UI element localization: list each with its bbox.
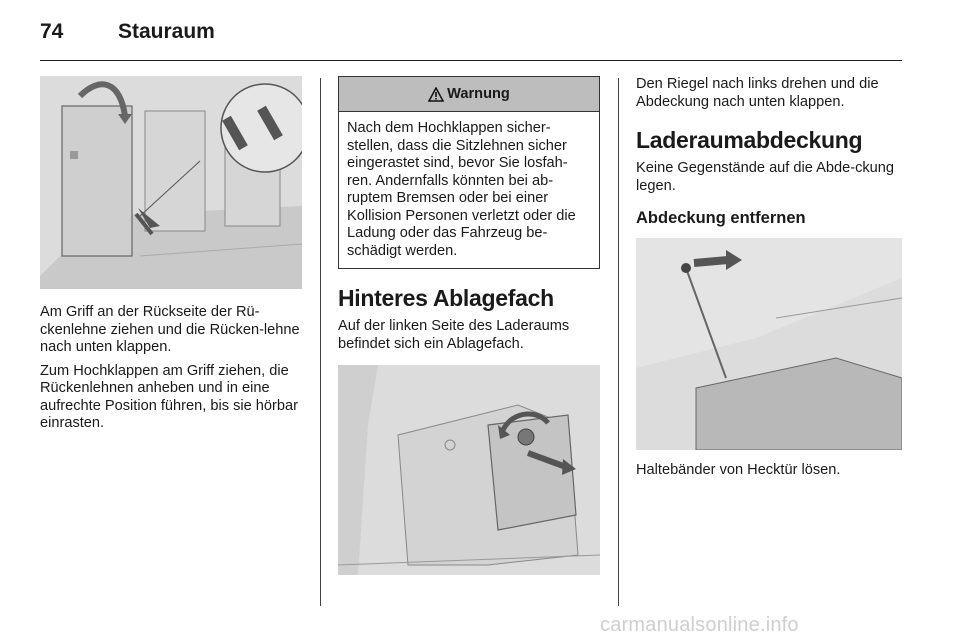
warning-body — [339, 112, 599, 268]
header-divider — [40, 60, 902, 61]
paragraph: Am Griff an der Rückseite der Rü-ckenlehne ziehen und die Rücken-lehne nach unten klappen. — [40, 304, 300, 355]
column-2 — [338, 76, 600, 575]
section-title: Stauraum — [118, 20, 215, 43]
warning-box — [338, 76, 600, 269]
warning-header — [339, 77, 599, 112]
sub-heading: Abdeckung entfernen — [636, 209, 806, 227]
page-number: 74 — [40, 20, 64, 43]
warning-triangle-icon — [428, 87, 444, 102]
column-1 — [40, 76, 302, 439]
cover-removal-illustration — [636, 238, 902, 450]
column-divider-1 — [320, 78, 321, 606]
paragraph: Haltebänder von Hecktür lösen. — [636, 462, 841, 478]
column-3 — [636, 76, 902, 486]
storage-compartment-illustration — [338, 365, 600, 575]
paragraph: Keine Gegenstände auf die Abde-ckung legen. — [636, 160, 895, 194]
paragraph: Zum Hochklappen am Griff ziehen, die Rückenlehnen anheben und in eine aufrechte Position führen, bis sie hörbar einrasten. — [40, 362, 298, 431]
paragraph: Den Riegel nach links drehen und die Abdeckung nach unten klappen. — [636, 76, 879, 110]
section-heading: Laderaumabdeckung — [636, 127, 863, 153]
page-header — [40, 20, 215, 50]
paragraph: Auf der linken Seite des Laderaums befindet sich ein Ablagefach. — [338, 318, 570, 352]
watermark: carmanualsonline.info — [600, 614, 799, 636]
section-heading: Hinteres Ablagefach — [338, 285, 554, 311]
seat-fold-illustration — [40, 76, 302, 289]
column-divider-2 — [618, 78, 619, 606]
warning-text: Nach dem Hochklappen sicher-stellen, dass die Sitzlehnen sicher eingerastet sind, bevor Sie losfah-ren. Andernfalls könnten bei ab-ruptem Bremsen oder bei einer Kollision Personen verletzt oder die Ladung oder das Fahrzeug be-schädigt werden. — [347, 120, 576, 259]
warning-title: Warnung — [447, 86, 510, 102]
